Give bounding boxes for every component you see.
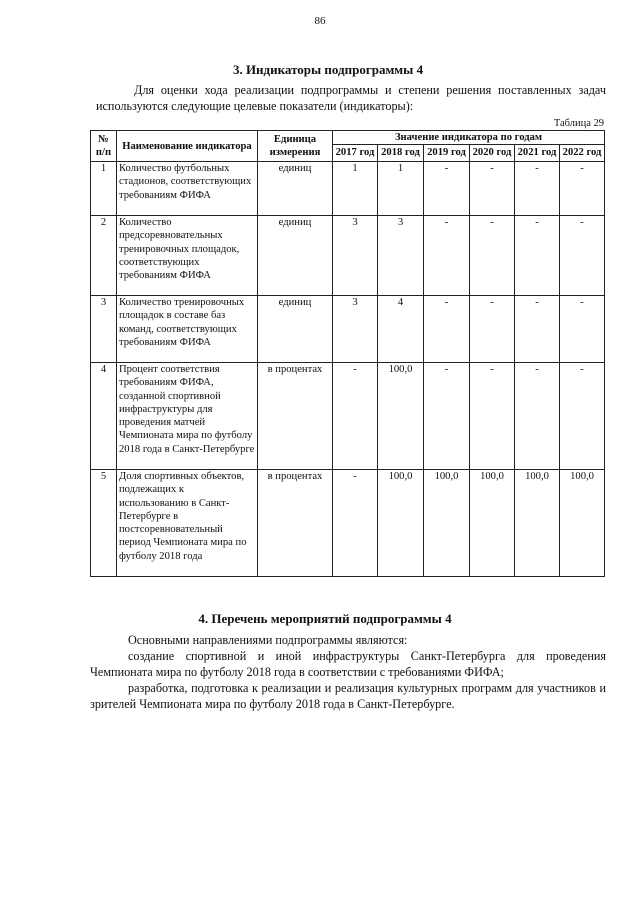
value-2019: - bbox=[424, 162, 470, 216]
indicator-unit: в процентах bbox=[258, 470, 333, 577]
row-num: 4 bbox=[91, 363, 117, 470]
indicator-unit: единиц bbox=[258, 216, 333, 296]
section-4-paragraph-2: создание спортивной и иной инфраструктуры Санкт-Петербурга для проведения Чемпионата мира по футболу 2018 года в соответствии с требованиями ФИФА; bbox=[90, 649, 606, 679]
section-4-title: 4. Перечень мероприятий подпрограммы 4 bbox=[198, 611, 452, 626]
value-2018: 100,0 bbox=[378, 363, 424, 470]
value-2017: 1 bbox=[333, 162, 378, 216]
indicators-table bbox=[90, 130, 605, 577]
value-2019: 100,0 bbox=[424, 470, 470, 577]
header-year: 2018 год bbox=[378, 145, 424, 162]
value-2022: - bbox=[560, 296, 605, 363]
value-2020: - bbox=[470, 363, 515, 470]
indicator-name: Количество тренировочных площадок в составе баз команд, соответствующих требованиям ФИФА bbox=[117, 296, 258, 363]
value-2019: - bbox=[424, 363, 470, 470]
intro-line-1: Для оценки хода реализации подпрограммы и степени решения поставленных задач bbox=[134, 83, 606, 97]
value-2021: - bbox=[515, 162, 560, 216]
section-3-title: 3. Индикаторы подпрограммы 4 bbox=[232, 62, 424, 77]
value-2020: - bbox=[470, 296, 515, 363]
value-2022: - bbox=[560, 216, 605, 296]
value-2021: - bbox=[515, 296, 560, 363]
value-2020: - bbox=[470, 162, 515, 216]
value-2021: - bbox=[515, 216, 560, 296]
value-2018: 100,0 bbox=[378, 470, 424, 577]
table-caption: Таблица 29 bbox=[553, 118, 604, 129]
section-4-paragraph-3: разработка, подготовка к реализации и реализация культурных программ для участников и зрителей Чемпионата мира по футболу 2018 года в Санкт-Петербурге. bbox=[90, 681, 606, 711]
value-2020: - bbox=[470, 216, 515, 296]
indicator-name: Количество футбольных стадионов, соответствующих требованиям ФИФА bbox=[117, 162, 258, 216]
header-year: 2022 год bbox=[560, 145, 605, 162]
header-values-group: Значение индикатора по годам bbox=[333, 131, 605, 145]
section-4-paragraph-1: Основными направлениями подпрограммы являются: bbox=[128, 633, 408, 647]
indicator-unit: единиц bbox=[258, 296, 333, 363]
row-num: 1 bbox=[91, 162, 117, 216]
value-2018: 3 bbox=[378, 216, 424, 296]
row-num: 2 bbox=[91, 216, 117, 296]
table-row bbox=[91, 162, 605, 216]
indicator-unit: в процентах bbox=[258, 363, 333, 470]
header-year: 2020 год bbox=[470, 145, 515, 162]
indicator-name: Количество предсоревновательных тренировочных площадок, соответствующих требованиям ФИФА bbox=[117, 216, 258, 296]
intro-line-2: используются следующие целевые показатели (индикаторы): bbox=[96, 99, 414, 113]
header-year: 2017 год bbox=[333, 145, 378, 162]
value-2021: - bbox=[515, 363, 560, 470]
indicator-name: Доля спортивных объектов, подлежащих к использованию в Санкт-Петербурге в постсоревновательный период Чемпионата мира по футболу 2018 года bbox=[117, 470, 258, 577]
page-number: 86 bbox=[314, 15, 326, 27]
value-2017: - bbox=[333, 470, 378, 577]
value-2017: 3 bbox=[333, 216, 378, 296]
row-num: 3 bbox=[91, 296, 117, 363]
value-2019: - bbox=[424, 296, 470, 363]
value-2017: 3 bbox=[333, 296, 378, 363]
value-2022: 100,0 bbox=[560, 470, 605, 577]
table-row bbox=[91, 470, 605, 577]
value-2018: 4 bbox=[378, 296, 424, 363]
value-2017: - bbox=[333, 363, 378, 470]
value-2018: 1 bbox=[378, 162, 424, 216]
header-num: № п/п bbox=[91, 131, 117, 162]
section-3-intro bbox=[96, 82, 606, 114]
value-2019: - bbox=[424, 216, 470, 296]
indicator-unit: единиц bbox=[258, 162, 333, 216]
value-2021: 100,0 bbox=[515, 470, 560, 577]
table-row bbox=[91, 216, 605, 296]
table-row bbox=[91, 296, 605, 363]
indicator-name: Процент соответствия требованиям ФИФА, созданной спортивной инфраструктуры для проведения матчей Чемпионата мира по футболу 2018 года в Санкт-Петербурге bbox=[117, 363, 258, 470]
value-2022: - bbox=[560, 162, 605, 216]
header-unit: Единица измерения bbox=[258, 131, 333, 162]
header-year: 2019 год bbox=[424, 145, 470, 162]
table-row bbox=[91, 363, 605, 470]
row-num: 5 bbox=[91, 470, 117, 577]
header-year: 2021 год bbox=[515, 145, 560, 162]
header-name: Наименование индикатора bbox=[117, 131, 258, 162]
value-2022: - bbox=[560, 363, 605, 470]
value-2020: 100,0 bbox=[470, 470, 515, 577]
